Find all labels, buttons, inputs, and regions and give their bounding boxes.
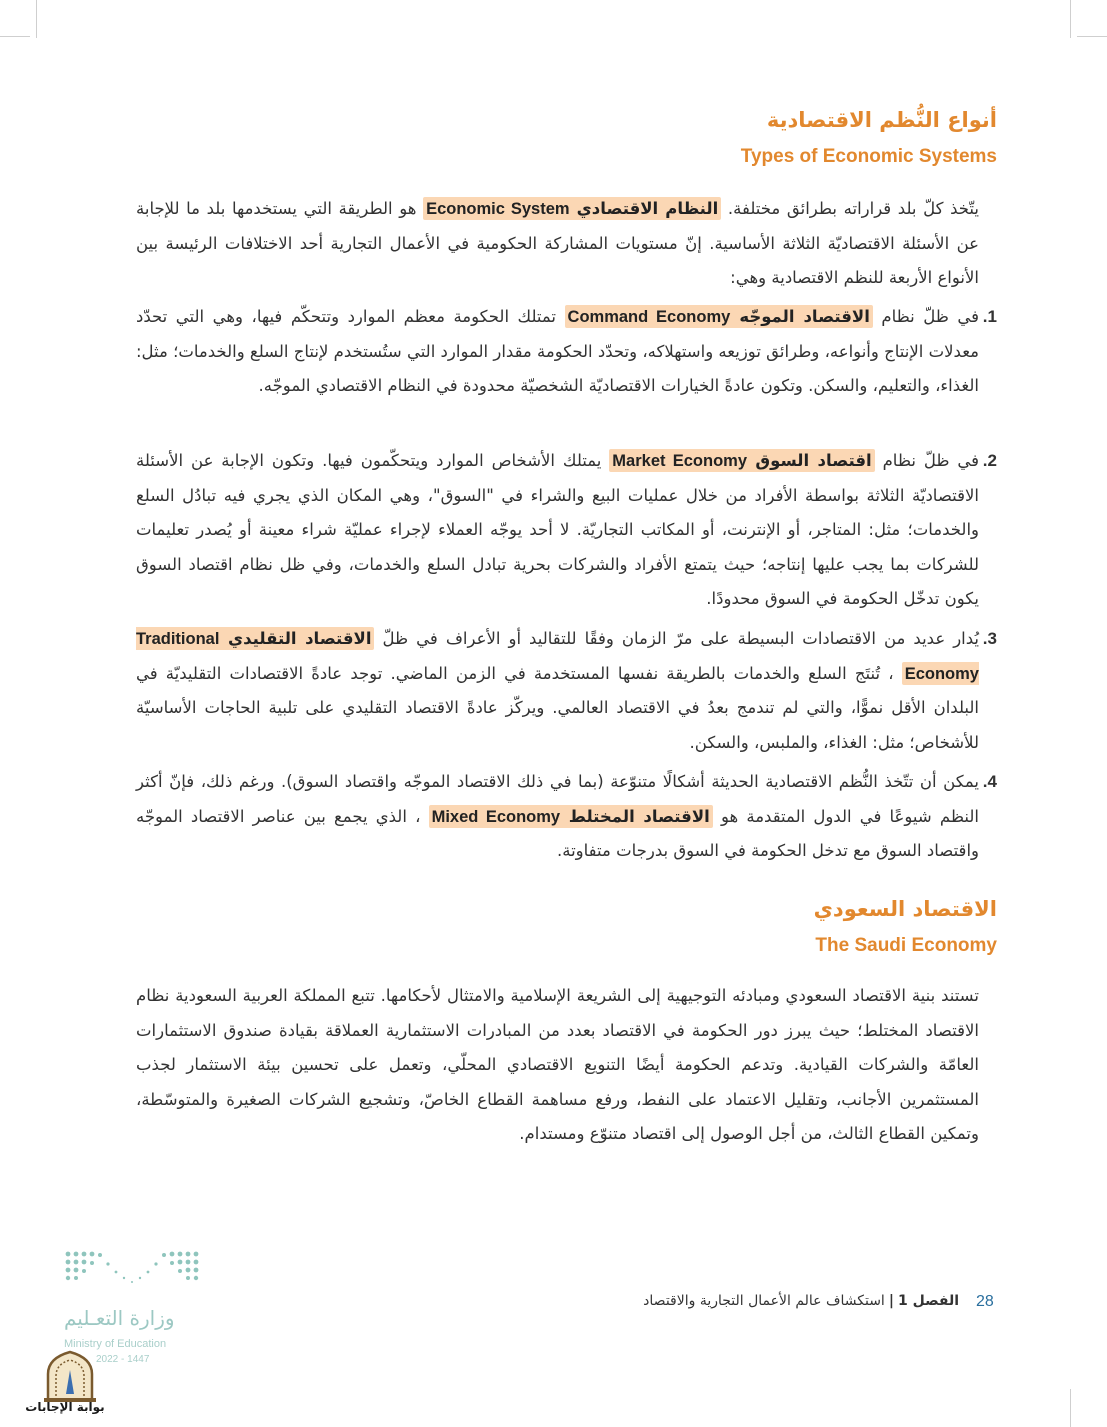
term-en: Mixed Economy [431, 807, 561, 826]
term-en: Traditional Economy [136, 630, 979, 683]
item-text [136, 300, 979, 404]
crop-mark [0, 36, 30, 37]
item-text [136, 622, 979, 760]
answers-portal-watermark-icon [40, 1348, 100, 1404]
crop-mark [1077, 36, 1107, 37]
term-highlight [609, 449, 874, 472]
item-text-before: يُدار عديد من الاقتصادات البسيطة على مرّ الزمان وفقًا للتقاليد أو الأعراف في ظلّ [382, 629, 980, 648]
item-text [136, 765, 979, 869]
ministry-name-en: Ministry of Education [64, 1338, 167, 1350]
chapter-title: استكشاف عالم الأعمال التجارية والاقتصاد [643, 1293, 885, 1309]
page-number: 28 [976, 1293, 994, 1310]
item-text-after: يمتلك الأشخاص الموارد ويتحكّمون فيها. وتكون الإجابة عن الأسئلة الاقتصاديّة الثلاثة بواسطة الأفراد من خلال عمليات البيع والشراء في "السوق"، وهي المكان الذي يجري فيه تبادُل السلع والخدمات؛ مثل: المتاجر، أو الإنترنت، أو المكاتب التجاريّة. لا أحد يوجّه العملاء لإجراء عمليّة شراء معينة أو يُصدر تعليمات للشركات بما يجب عليها إنتاجه؛ حيث يتمتع الأفراد والشركات بحرية تبادل السلع والخدمات، وفي ظل نظام اقتصاد السوق يكون تدخّل الحكومة في السوق محدودًا. [136, 451, 979, 608]
item-text-after: ، الذي يجمع بين عناصر الاقتصاد الموجّه واقتصاد السوق مع تدخل الحكومة في السوق بدرجات متفاوتة. [136, 806, 979, 860]
item-text-before: في ظلّ نظام [881, 307, 979, 326]
section-title-en: The Saudi Economy [815, 935, 997, 956]
term-ar: النظام الاقتصادي [576, 199, 719, 218]
item-text [136, 444, 979, 617]
item-number: 2. [982, 451, 997, 470]
crop-mark [1070, 0, 1071, 38]
section-title-en: Types of Economic Systems [740, 146, 997, 167]
term-highlight [423, 197, 721, 220]
list-item [136, 444, 997, 617]
term-en: Market Economy [612, 452, 747, 470]
section-title-ar: أنواع النُّظم الاقتصادية [766, 108, 997, 132]
watermark-text: بوابة الإجابات [25, 1400, 105, 1414]
item-number: 1. [982, 307, 997, 326]
term-ar: الاقتصاد التقليدي [227, 629, 372, 648]
term-en: Command Economy [567, 308, 731, 326]
term-highlight [565, 305, 873, 328]
item-number: 3. [982, 629, 997, 648]
list-item [136, 765, 997, 869]
item-text-before: في ظلّ نظام [882, 451, 980, 470]
item-text-after: ، تُنتَج السلع والخدمات بالطريقة نفسها المستخدمة في الزمن الماضي. توجد عادةً الاقتصادات التقليديّة في البلدان الأقل نموًّا، والتي لم تندمج بعدُ في الاقتصاد العالمي. ويركّز عادةً الاقتصاد التقليدي على تلبية الحاجات الأساسيّة للأشخاص؛ مثل: الغذاء، والملبس، والسكن. [136, 663, 979, 752]
separator: | [888, 1293, 894, 1309]
term-highlight [429, 805, 713, 828]
crop-mark [1070, 1389, 1071, 1427]
term-ar: اقتصاد السوق [755, 451, 872, 470]
section-title-ar: الاقتصاد السعودي [813, 897, 997, 921]
term-en: Economic System [426, 200, 570, 218]
intro-text: يتّخذ كلّ بلد قراراته بطرائق مختلفة. [727, 199, 979, 218]
ministry-year: 2022 - 1447 [96, 1354, 150, 1365]
term-ar: الاقتصاد المختلط [568, 806, 710, 826]
ministry-logo-icon [62, 1248, 202, 1288]
list-item [136, 300, 997, 404]
chapter-footer [643, 1293, 959, 1309]
crop-mark [36, 0, 37, 38]
intro-text: هو الطريقة التي يستخدمها بلد ما للإجابة عن الأسئلة الاقتصاديّة الثلاثة الأساسية. إنّ مستويات المشاركة الحكومية في الأعمال التجارية أحد الاختلافات الرئيسة بين الأنواع الأربعة للنظم الاقتصادية وهي: [136, 199, 979, 287]
intro-paragraph [136, 192, 979, 296]
list-item [136, 622, 997, 760]
chapter-label: الفصل 1 [897, 1293, 959, 1309]
saudi-economy-paragraph: تستند بنية الاقتصاد السعودي ومبادئه التوجيهية إلى الشريعة الإسلامية والامتثال لأحكامها. تتبع المملكة العربية السعودية نظام الاقتصاد المختلط؛ حيث يبرز دور الحكومة في الاقتصاد بعدد من المبادرات الاستثمارية العملاقة بقيادة صندوق الاستثمارات العامّة والشركات القيادية. وتدعم الحكومة أيضًا التنويع الاقتصادي المحلّي، وتعمل على تحسين بيئة الاستثمار لجذب المستثمرين الأجانب، وتقليل الاعتماد على النفط، ورفع مساهمة القطاع الخاصّ، وتشجيع الشركات الصغيرة والمتوسّطة، وتمكين القطاع الثالث، من أجل الوصول إلى اقتصاد متنوّع ومستدام. [136, 986, 979, 1143]
ministry-name-ar: وزارة التعـليم [64, 1306, 175, 1330]
item-text-after: تمتلك الحكومة معظم الموارد وتتحكّم فيها، وهي التي تحدّد معدلات الإنتاج وأنواعه، وطرائق توزيعه واستهلاكه، وتحدّد الحكومة مقدار الموارد التي ستُستخدم لإنتاج السلع والخدمات؛ مثل: الغذاء، والتعليم، والسكن. وتكون عادةً الخيارات الاقتصاديّة الشخصيّة محدودة في النظام الاقتصادي الموجّه. [136, 307, 979, 395]
term-ar: الاقتصاد الموجّه [739, 307, 870, 326]
item-number: 4. [982, 772, 997, 791]
item-text-before: يمكن أن تتّخذ النُّظم الاقتصادية الحديثة أشكالًا متنوّعة (بما في ذلك الاقتصاد الموجّه واقتصاد السوق). ورغم ذلك، فإنّ أكثر النظم شيوعًا في الدول المتقدمة هو [136, 772, 979, 826]
